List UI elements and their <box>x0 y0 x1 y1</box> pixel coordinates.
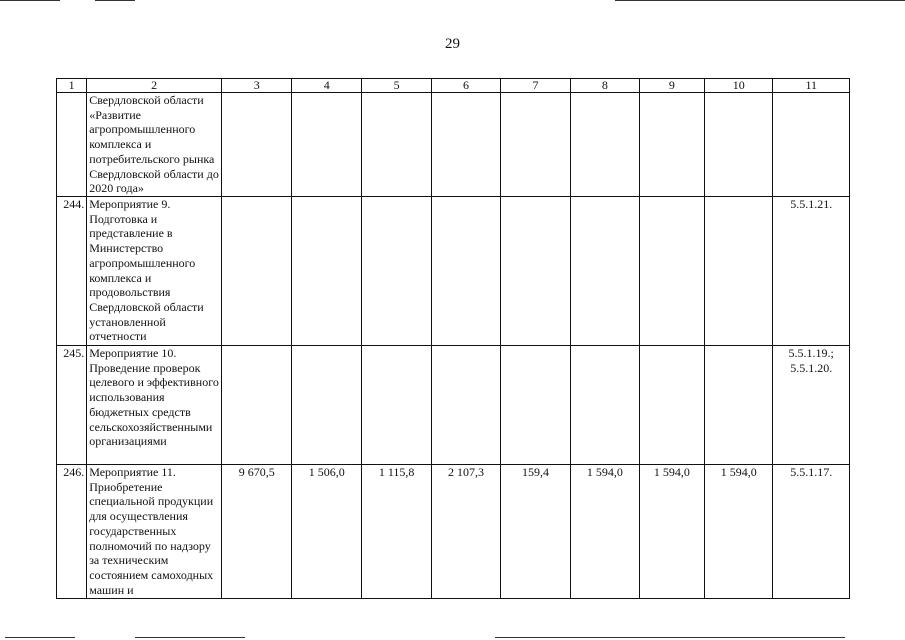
scan-edge-line-top-right <box>615 0 905 1</box>
column-header: 8 <box>571 79 639 93</box>
scan-edge-line-bottom-left <box>5 637 75 638</box>
value-cell <box>705 197 773 346</box>
row-number: 244. <box>57 197 87 346</box>
reference-cell <box>773 93 850 197</box>
value-cell <box>432 346 500 465</box>
page-number: 29 <box>445 36 460 52</box>
value-cell <box>222 197 292 346</box>
value-cell <box>222 346 292 465</box>
value-cell: 9 670,5 <box>222 465 292 599</box>
value-cell <box>500 197 570 346</box>
column-header: 2 <box>87 79 222 93</box>
value-cell <box>571 346 639 465</box>
column-header: 3 <box>222 79 292 93</box>
row-name: Мероприятие 11. Приобретение специальной продукции для осуществления государственных полномочий по надзору за техническим состоянием самоходных машин и <box>87 465 222 599</box>
value-cell: 1 594,0 <box>705 465 773 599</box>
value-cell <box>361 197 431 346</box>
value-cell <box>222 93 292 197</box>
row-name: Мероприятие 9. Подготовка и представление в Министерство агропромышленного комплекса и продовольствия Свердловской области установленной отчетности <box>87 197 222 346</box>
data-table <box>56 78 850 599</box>
column-header: 4 <box>292 79 361 93</box>
value-cell <box>500 93 570 197</box>
scan-edge-line-top-left <box>0 0 60 1</box>
row-number: 245. <box>57 346 87 465</box>
column-number-row <box>57 79 850 93</box>
scan-edge-line-bottom-right <box>495 637 845 638</box>
value-cell: 1 594,0 <box>571 465 639 599</box>
value-cell <box>361 346 431 465</box>
value-cell <box>705 346 773 465</box>
value-cell <box>361 93 431 197</box>
value-cell <box>639 346 704 465</box>
column-header: 10 <box>705 79 773 93</box>
value-cell: 1 506,0 <box>292 465 361 599</box>
row-name: Мероприятие 10. Проведение проверок целевого и эффективного использования бюджетных средств сельскохозяйственными организациями <box>87 346 222 465</box>
row-number <box>57 93 87 197</box>
reference-cell: 5.5.1.17. <box>773 465 850 599</box>
column-header: 5 <box>361 79 431 93</box>
reference-cell: 5.5.1.21. <box>773 197 850 346</box>
value-cell <box>705 93 773 197</box>
table-row <box>57 346 850 465</box>
value-cell: 2 107,3 <box>432 465 500 599</box>
value-cell <box>292 346 361 465</box>
value-cell <box>639 197 704 346</box>
value-cell <box>500 346 570 465</box>
value-cell <box>432 197 500 346</box>
column-header: 6 <box>432 79 500 93</box>
row-number: 246. <box>57 465 87 599</box>
reference-cell: 5.5.1.19.; 5.5.1.20. <box>773 346 850 465</box>
column-header: 7 <box>500 79 570 93</box>
value-cell <box>432 93 500 197</box>
value-cell <box>571 93 639 197</box>
scan-edge-line-top-mid <box>95 0 135 1</box>
column-header: 1 <box>57 79 87 93</box>
table-row <box>57 93 850 197</box>
value-cell <box>292 93 361 197</box>
value-cell <box>292 197 361 346</box>
scan-edge-line-bottom-mid <box>135 637 245 638</box>
table-row <box>57 465 850 599</box>
value-cell <box>639 93 704 197</box>
value-cell <box>571 197 639 346</box>
column-header: 11 <box>773 79 850 93</box>
column-header: 9 <box>639 79 704 93</box>
table-row <box>57 197 850 346</box>
value-cell: 159,4 <box>500 465 570 599</box>
value-cell: 1 115,8 <box>361 465 431 599</box>
value-cell: 1 594,0 <box>639 465 704 599</box>
row-name: Свердловской области «Развитие агропромышленного комплекса и потребительского рынка Свердловской области до 2020 года» <box>87 93 222 197</box>
